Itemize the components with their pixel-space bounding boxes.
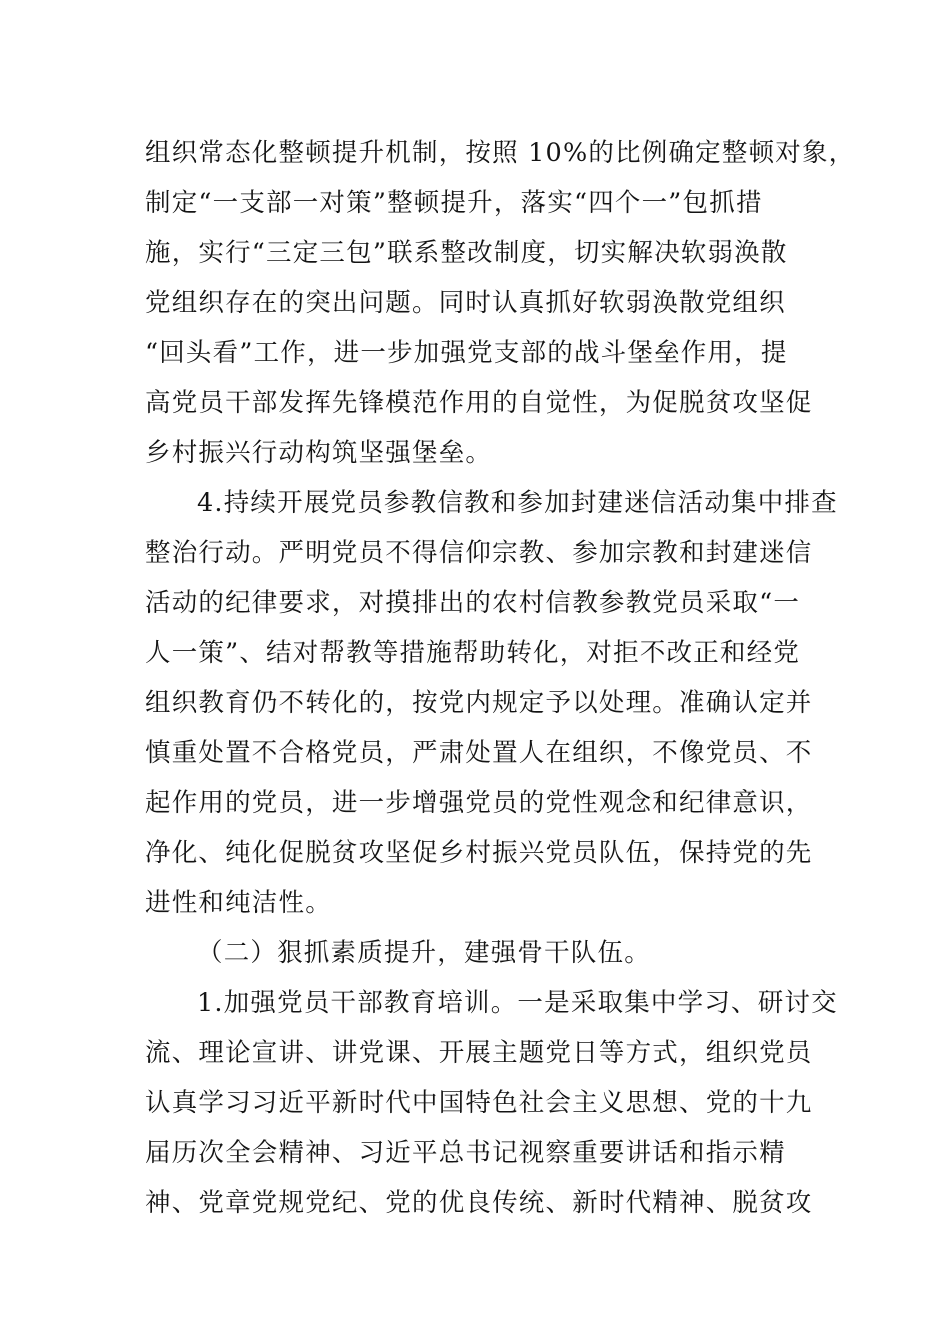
text-line: 党组织存在的突出问题。同时认真抓好软弱涣散党组织	[145, 288, 786, 318]
text-line: 神、党章党规党纪、党的优良传统、新时代精神、脱贫攻	[145, 1188, 813, 1218]
text-line: 活动的纪律要求，对摸排出的农村信教参教党员采取“一	[145, 588, 801, 618]
text-line: 制定“一支部一对策”整顿提升，落实“四个一”包抓措	[145, 188, 763, 218]
text-line: 净化、纯化促脱贫攻坚促乡村振兴党员队伍，保持党的先	[145, 838, 813, 868]
text-line: 人一策”、结对帮教等措施帮助转化，对拒不改正和经党	[145, 638, 801, 668]
paragraph-start-line: 4.持续开展党员参教信教和参加封建迷信活动集中排查	[197, 488, 838, 518]
text-line: 认真学习习近平新时代中国特色社会主义思想、党的十九	[145, 1088, 813, 1118]
section-heading: （二）狠抓素质提升，建强骨干队伍。	[197, 938, 651, 968]
text-line: 届历次全会精神、习近平总书记视察重要讲话和指示精	[145, 1138, 786, 1168]
text-line: 组织教育仍不转化的，按党内规定予以处理。准确认定并	[145, 688, 813, 718]
text-line: 慎重处置不合格党员，严肃处置人在组织，不像党员、不	[145, 738, 813, 768]
paragraph-start-line: 1.加强党员干部教育培训。一是采取集中学习、研讨交	[197, 988, 838, 1018]
text-line: 施，实行“三定三包”联系整改制度，切实解决软弱涣散	[145, 238, 788, 268]
text-line: 高党员干部发挥先锋模范作用的自觉性，为促脱贫攻坚促	[145, 388, 813, 418]
text-line: 进性和纯洁性。	[145, 888, 332, 918]
text-line: 起作用的党员，进一步增强党员的党性观念和纪律意识，	[145, 788, 813, 818]
text-line: “回头看”工作，进一步加强党支部的战斗堡垒作用，提	[145, 338, 788, 368]
text-line: 流、理论宣讲、讲党课、开展主题党日等方式，组织党员	[145, 1038, 813, 1068]
text-line: 整治行动。严明党员不得信仰宗教、参加宗教和封建迷信	[145, 538, 813, 568]
document-body	[145, 128, 856, 1228]
text-line: 组织常态化整顿提升机制，按照 10%的比例确定整顿对象，	[145, 138, 856, 168]
text-line: 乡村振兴行动构筑坚强堡垒。	[145, 438, 493, 468]
